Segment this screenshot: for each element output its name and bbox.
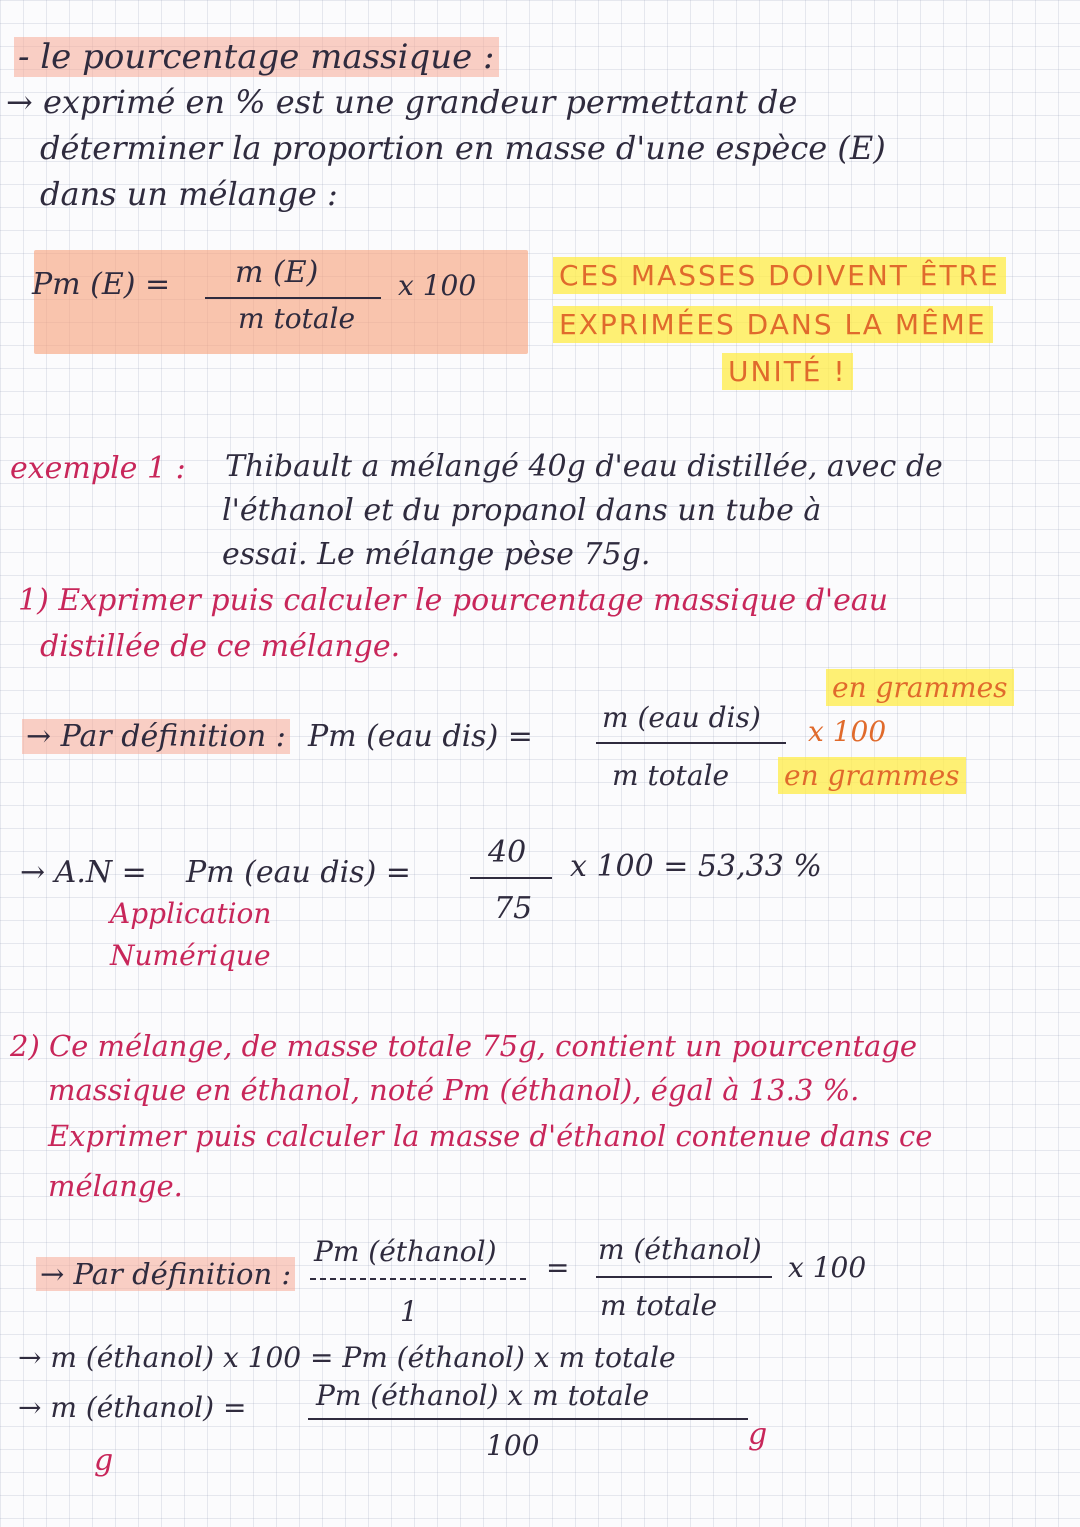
definition-line-3: dans un mélange : bbox=[40, 175, 338, 213]
definition-line-1: → exprimé en % est une grandeur permettant de bbox=[6, 83, 798, 121]
q2-unit-g-right: g bbox=[748, 1417, 768, 1452]
formula-denominator: m totale bbox=[238, 302, 356, 335]
q1-an-fraction-bar bbox=[470, 877, 552, 879]
q2-step-2-denominator: 100 bbox=[486, 1429, 540, 1462]
q1-an-note-1: Application bbox=[110, 897, 272, 930]
example-line-1: Thibault a mélangé 40g d'eau distillée, avec de bbox=[225, 449, 943, 484]
q1-fraction-bar bbox=[596, 742, 786, 744]
example-label: exemple 1 : bbox=[10, 451, 186, 486]
q2-definition-label: → Par définition : bbox=[36, 1260, 295, 1289]
formula-numerator: m (E) bbox=[235, 255, 319, 290]
q2-step-1: → m (éthanol) x 100 = Pm (éthanol) x m totale bbox=[18, 1341, 676, 1374]
section-title: - le pourcentage massique : bbox=[14, 40, 499, 74]
q2-definition-factor: x 100 bbox=[788, 1251, 867, 1284]
q1-an-label: → A.N = bbox=[20, 855, 147, 890]
formula-fraction-bar bbox=[205, 297, 381, 299]
q1-line-2: distillée de ce mélange. bbox=[40, 629, 401, 664]
q2-fraction-bar bbox=[596, 1276, 772, 1278]
q1-an-numerator: 40 bbox=[488, 835, 527, 870]
q1-an-note-2: Numérique bbox=[110, 939, 271, 972]
q2-definition-numerator: m (éthanol) bbox=[598, 1233, 762, 1266]
q2-definition-denominator: m totale bbox=[600, 1289, 718, 1322]
q2-definition-equals: = bbox=[546, 1251, 570, 1284]
q1-an-result: x 100 = 53,33 % bbox=[570, 849, 822, 884]
q2-line-2: massique en éthanol, noté Pm (éthanol), égal à 13.3 %. bbox=[48, 1073, 860, 1107]
q1-definition-factor: x 100 bbox=[808, 715, 887, 748]
q1-an-denominator: 75 bbox=[494, 891, 533, 926]
q1-an-lhs: Pm (eau dis) = bbox=[186, 855, 411, 890]
formula-lhs: Pm (E) = bbox=[32, 267, 171, 302]
q2-definition-lhs: Pm (éthanol) bbox=[314, 1235, 497, 1268]
warning-line-2: EXPRIMÉES DANS LA MÊME bbox=[553, 311, 993, 339]
q1-line-1: 1) Exprimer puis calculer le pourcentage massique d'eau bbox=[18, 583, 889, 618]
q1-definition-label: → Par définition : bbox=[22, 722, 290, 752]
warning-line-3: UNITÉ ! bbox=[722, 358, 853, 386]
definition-line-2: déterminer la proportion en masse d'une espèce (E) bbox=[40, 129, 886, 167]
q2-step-2-fraction-bar bbox=[308, 1418, 748, 1420]
q1-definition-numerator: m (eau dis) bbox=[602, 701, 761, 734]
warning-line-1: CES MASSES DOIVENT ÊTRE bbox=[553, 262, 1006, 290]
q1-definition-denominator: m totale bbox=[612, 759, 730, 792]
q2-unit-g-left: g bbox=[94, 1443, 114, 1478]
q2-line-3: Exprimer puis calculer la masse d'éthanol contenue dans ce bbox=[48, 1119, 933, 1153]
q2-step-2-numerator: Pm (éthanol) x m totale bbox=[316, 1379, 650, 1412]
q2-lhs-fraction-bar bbox=[310, 1278, 526, 1280]
formula-factor: x 100 bbox=[398, 269, 477, 302]
q2-line-1: 2) Ce mélange, de masse totale 75g, contient un pourcentage bbox=[10, 1029, 918, 1063]
q1-unit-bottom: en grammes bbox=[778, 762, 966, 790]
q2-definition-lhs-denominator: 1 bbox=[400, 1295, 418, 1328]
q1-definition-lhs: Pm (eau dis) = bbox=[308, 719, 533, 754]
q1-unit-top: en grammes bbox=[826, 674, 1014, 702]
q2-step-2-lhs: → m (éthanol) = bbox=[18, 1391, 247, 1424]
example-line-3: essai. Le mélange pèse 75g. bbox=[222, 537, 651, 572]
q2-line-4: mélange. bbox=[48, 1169, 183, 1203]
example-line-2: l'éthanol et du propanol dans un tube à bbox=[222, 493, 822, 528]
